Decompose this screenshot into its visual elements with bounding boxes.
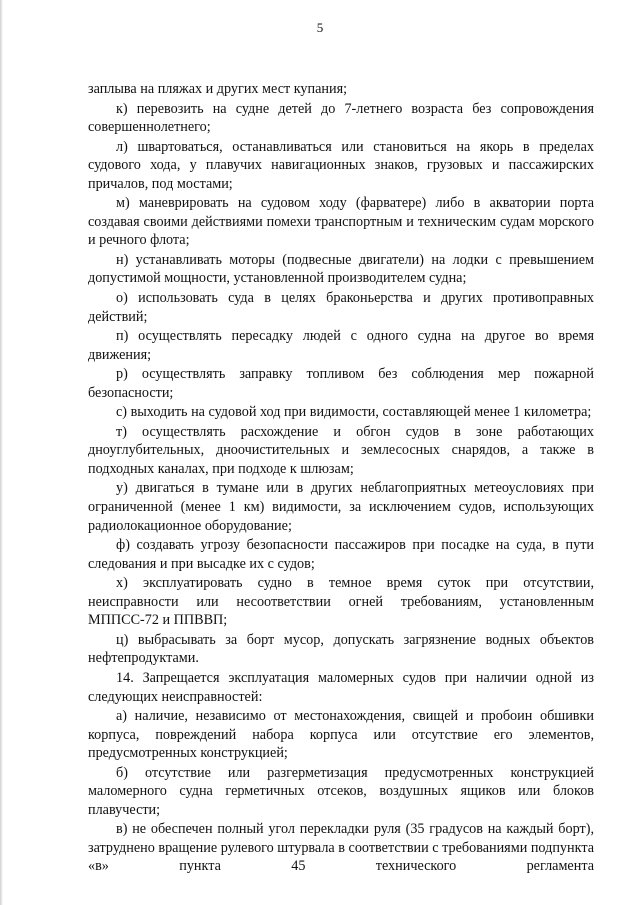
page-number: 5 — [316, 20, 324, 35]
paragraph-item-s: с) выходить на судовой ход при видимости, составляющей менее 1 километра; — [116, 404, 592, 421]
paragraph-item-k: к) перевозить на судне детей до 7-летнего возраста без сопровождения совершеннолетнего; — [88, 100, 594, 136]
paragraph-item-kh: х) эксплуатировать судно в темное время суток при отсутствии, неисправности или несоответствии огней требованиям, установленным МППСС-72 и ППВВП; — [88, 575, 594, 629]
paragraph-item-t: т) осуществлять расхождение и обгон судов в зоне работающих дноуглубительных, дноочистительных и землесосных снарядов, а также в подходных каналах, при подходе к шлюзам; — [88, 423, 594, 477]
paragraph-item-m: м) маневрировать на судовом ходу (фарватере) либо в акватории порта создавая своими действиями помехи транспортным и техническим судам морского и речного флота; — [88, 195, 594, 249]
paragraph-item-a: а) наличие, независимо от местонахождения, свищей и пробоин обшивки корпуса, повреждений набора корпуса или отсутствие его элементов, предусмотренных конструкцией; — [88, 708, 594, 762]
paragraph-item-n: н) устанавливать моторы (подвесные двигатели) на лодки с превышением допустимой мощности, установленной производителем судна; — [88, 251, 594, 287]
paragraph-item-l: л) швартоваться, останавливаться или становиться на якорь в пределах судового хода, у плавучих навигационных знаков, грузовых и пассажирских причалов, под мостами; — [88, 138, 594, 192]
paragraph-section-14: 14. Запрещается эксплуатация маломерных судов при наличии одной из следующих неисправностей: — [88, 669, 594, 705]
scan-edge — [0, 0, 3, 905]
paragraph-item-ts: ц) выбрасывать за борт мусор, допускать загрязнение водных объектов нефтепродуктами. — [88, 631, 594, 667]
paragraph-item-p: п) осуществлять пересадку людей с одного судна на другое во время движения; — [88, 328, 594, 363]
document-body — [88, 80, 594, 877]
paragraph-item-v: в) не обеспечен полный угол перекладки руля (35 градусов на каждый борт), затруднено вращение рулевого штурвала в соответствии с требованиями подпункта «в» пункта 45 технического регламента — [88, 821, 594, 875]
paragraph-item-r: р) осуществлять заправку топливом без соблюдения мер пожарной безопасности; — [88, 366, 594, 401]
paragraph-item-b: б) отсутствие или разгерметизация предусмотренных конструкцией маломерного судна герметичных отсеков, воздушных ящиков или блоков плавучести; — [88, 764, 594, 818]
paragraph-continuation: заплыва на пляжах и других мест купания; — [88, 81, 348, 97]
paragraph-item-u: у) двигаться в тумане или в других неблагоприятных метеоусловиях при ограниченной (менее 1 км) видимости, за исключением судов, использующих радиолокационное оборудование; — [88, 480, 594, 534]
paragraph-item-f: ф) создавать угрозу безопасности пассажиров при посадке на суда, в пути следования и при высадке их с судов; — [88, 537, 594, 572]
paragraph-item-o: о) использовать суда в целях браконьерства и других противоправных действий; — [88, 290, 594, 325]
